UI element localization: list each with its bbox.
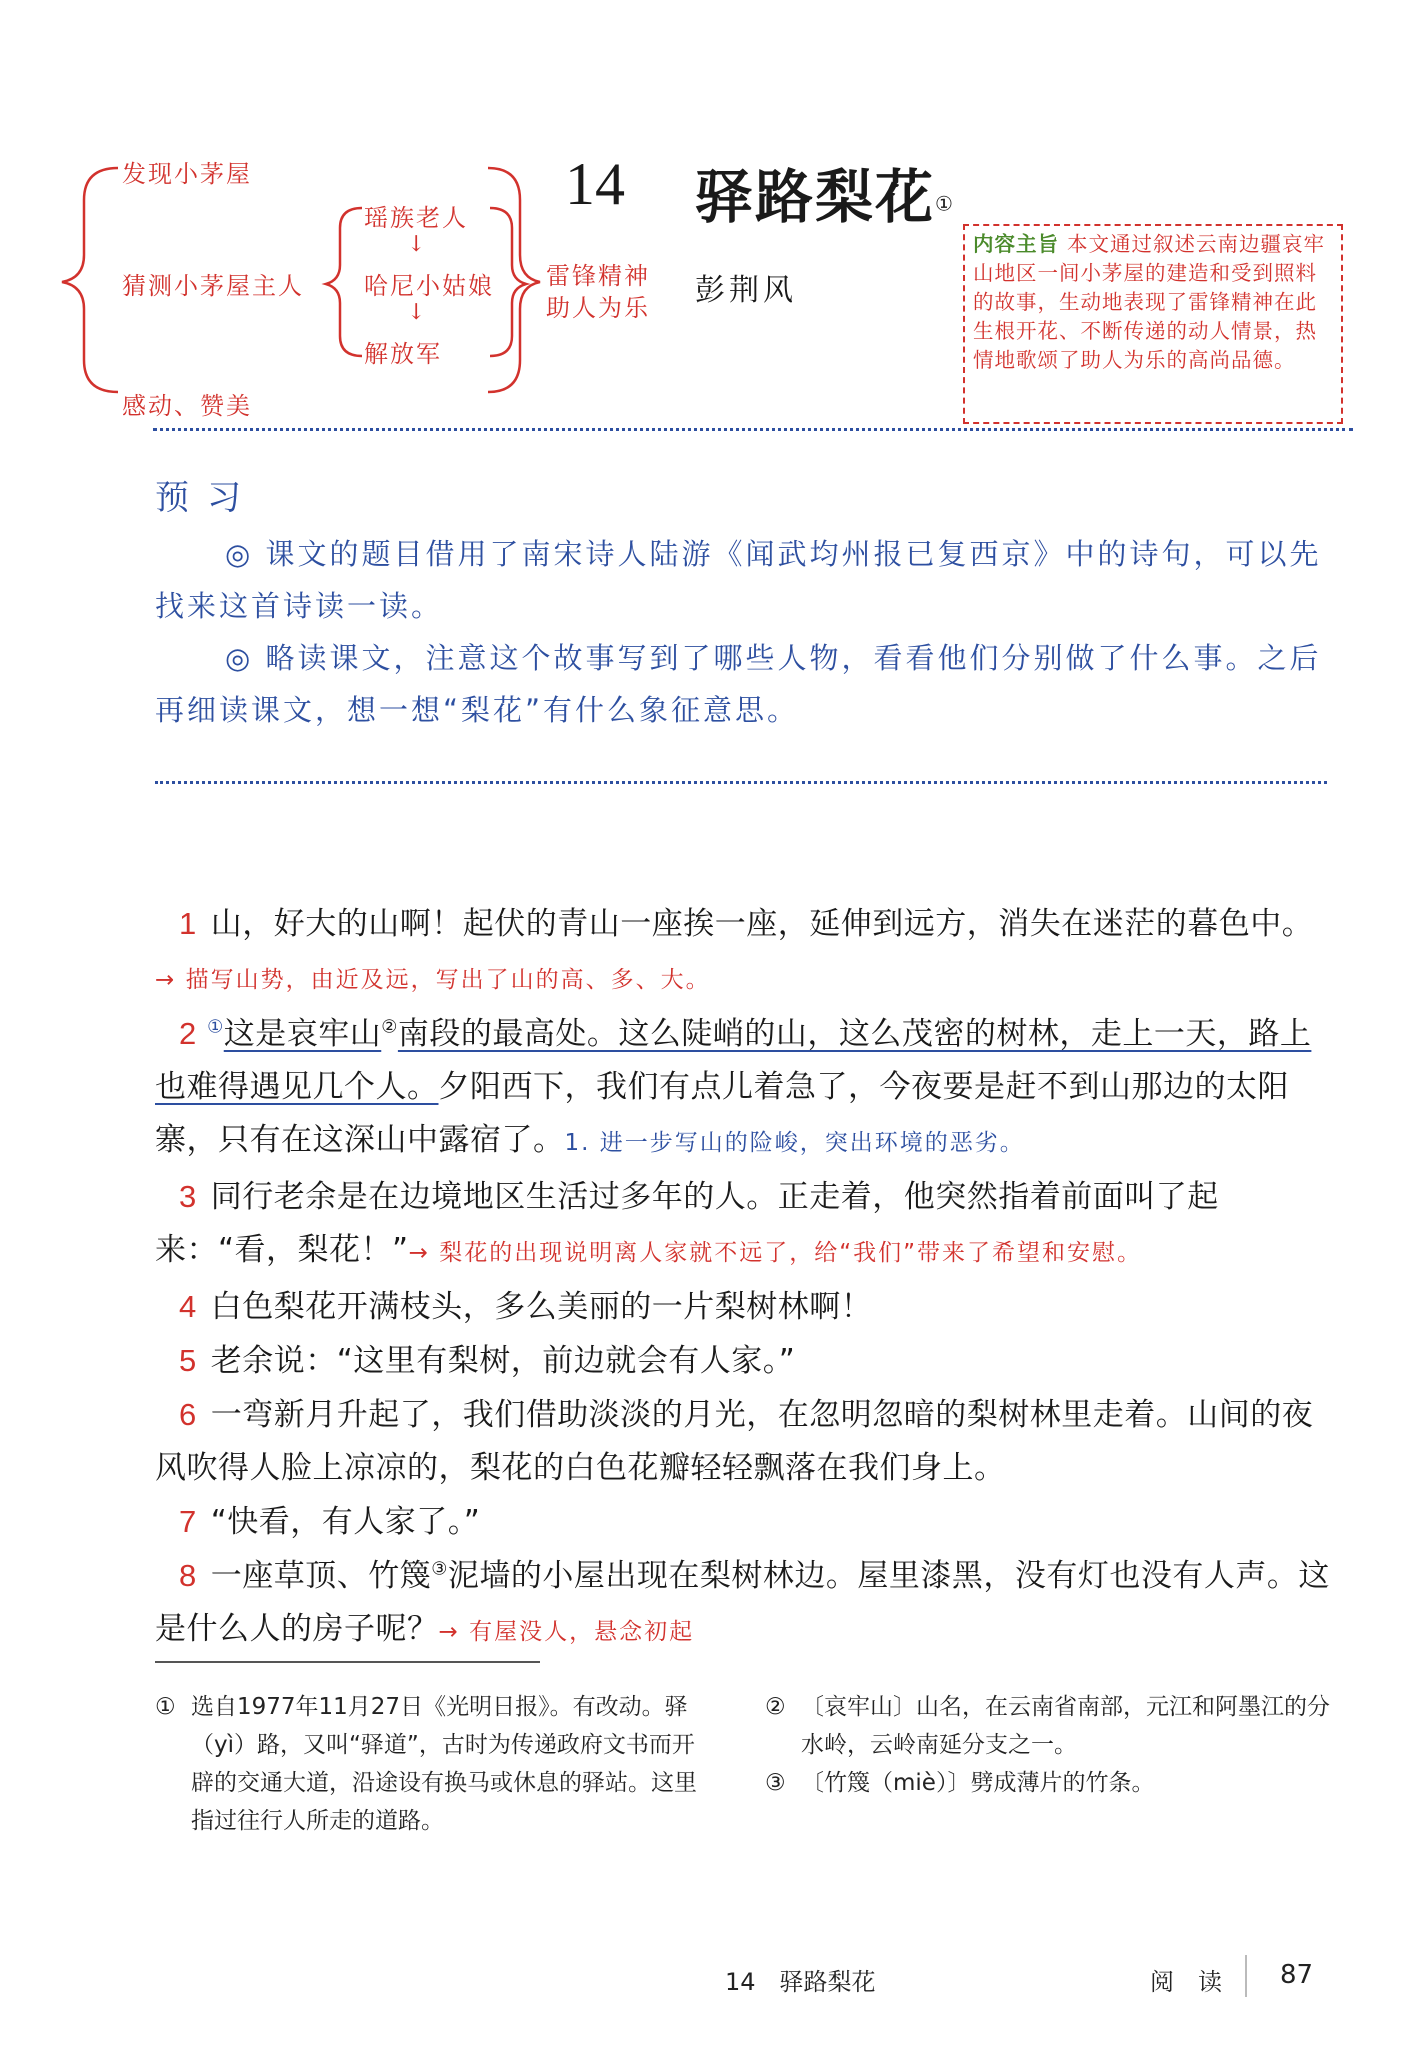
paragraph-number: 5: [179, 1343, 197, 1378]
underlined-text: 这是哀牢山: [223, 1016, 382, 1052]
mindmap-down-arrow-icon: ↓: [407, 300, 426, 325]
lesson-title: [695, 150, 953, 234]
footnote-mark: ②: [765, 1694, 786, 1720]
header-divider: [153, 428, 1353, 431]
theme-box: [963, 224, 1343, 424]
paragraph-5: 5 老余说：“这里有梨树，前边就会有人家。”: [179, 1343, 796, 1379]
paragraph-3: 3 同行老余是在边境地区生活过多年的人。正走着，他突然指着前面叫了起来：“看，梨花！”→ 梨花的出现说明离人家就不远了，给“我们”带来了希望和安慰。: [155, 1179, 1219, 1268]
preview-divider: [155, 781, 1327, 784]
mindmap-chain-3: 解放军: [364, 340, 442, 368]
paragraph-8: 8 一座草顶、竹篾③泥墙的小屋出现在梨树林边。屋里漆黑，没有灯也没有人声。这是什么人的房子呢？→ 有屋没人，悬念初起: [155, 1558, 1330, 1647]
preview-item-2: ◎ 略读课文，注意这个故事写到了哪些人物，看看他们分别做了什么事。之后再细读课文，想一想“梨花”有什么象征意思。: [155, 641, 1322, 727]
mindmap-chain-2: 哈尼小姑娘: [364, 272, 494, 300]
paragraph-4: 4 白色梨花开满枝头，多么美丽的一片梨树林啊！: [179, 1289, 873, 1325]
mindmap-moved: 感动、赞美: [122, 392, 252, 420]
paragraph-number: 2: [179, 1016, 197, 1051]
annotation: → 描写山势，由近及远，写出了山的高、多、大。: [155, 967, 711, 993]
paragraph-7: 7 “快看，有人家了。”: [179, 1504, 481, 1540]
footnote-ref: ②: [381, 1016, 398, 1038]
preview-heading: 预习: [155, 478, 259, 518]
paragraph-number: 4: [179, 1289, 197, 1324]
preview-item-1: ◎ 课文的题目借用了南宋诗人陆游《闻武均州报已复西京》中的诗句，可以先找来这首诗读一读。: [155, 537, 1322, 623]
footnote-mark: ①: [155, 1694, 176, 1720]
annotation: → 有屋没人，悬念初起: [438, 1619, 695, 1645]
underlined-text: 南段的最高处。这么陡峭的山，这么茂密的树林，走上一天，路上也难得遇见几个人。: [155, 1016, 1312, 1105]
paragraph-number: 7: [179, 1504, 197, 1539]
footer-divider: [1245, 1955, 1247, 1997]
theme-text: 本文通过叙述云南边疆哀牢山地区一间小茅屋的建造和受到照料的故事，生动地表现了雷锋精神在此生根开花、不断传递的动人情景，热情地歌颂了助人为乐的高尚品德。: [973, 232, 1325, 372]
footnote-3: [765, 1764, 1335, 1802]
paragraph-number: 1: [179, 906, 197, 941]
paragraph-number: 3: [179, 1179, 197, 1214]
mindmap-spirit-2: 助人为乐: [546, 294, 650, 322]
footnote-2: [765, 1688, 1335, 1764]
mindmap-spirit-1: 雷锋精神: [546, 262, 650, 290]
footnote-ref: ③: [431, 1558, 448, 1580]
page-number: 87: [1280, 1960, 1314, 1990]
lesson-body: [155, 897, 1330, 1659]
paragraph-1: 1 山，好大的山啊！起伏的青山一座挨一座，延伸到远方，消失在迷茫的暮色中。→ 描写山势，由近及远，写出了山的高、多、大。: [155, 906, 1314, 993]
footnote-1: [155, 1688, 710, 1840]
paragraph-number: 6: [179, 1397, 197, 1432]
paragraph-2: 2 ①这是哀牢山②南段的最高处。这么陡峭的山，这么茂密的树林，走上一天，路上也难得遇见几个人。夕阳西下，我们有点儿着急了，今夜要是赶不到山那边的太阳寨，只有在这深山中露宿了。1. 进一步写山的险峻，突出环境的恶劣。: [155, 1016, 1312, 1158]
footer-lesson-label: 14 驿路梨花: [725, 1968, 876, 1996]
theme-label: 内容主旨: [973, 232, 1059, 256]
annotation: 1. 进一步写山的险峻，突出环境的恶劣。: [564, 1130, 1025, 1156]
mindmap-chain-1: 瑶族老人: [364, 204, 468, 232]
mindmap-down-arrow-icon: ↓: [407, 232, 426, 257]
title-footnote-marker: ①: [935, 191, 953, 216]
footnote-text: 选自1977年11月27日《光明日报》。有改动。驿（yì）路，又叫“驿道”，古时为传递政府文书而开辟的交通大道，沿途设有换马或休息的驿站。这里指过往行人所走的道路。: [191, 1694, 697, 1834]
lesson-title-text: 驿路梨花: [695, 163, 936, 231]
annotation-marker: ①: [207, 1016, 224, 1038]
footer-section: 阅 读: [1150, 1968, 1222, 1996]
paragraph-6: 6 一弯新月升起了，我们借助淡淡的月光，在忽明忽暗的梨树林里走着。山间的夜风吹得人脸上凉凉的，梨花的白色花瓣轻轻飘落在我们身上。: [155, 1397, 1314, 1486]
author: 彭荆风: [695, 273, 797, 308]
mindmap-guess: 猜测小茅屋主人: [122, 272, 304, 300]
footnote-mark: ③: [765, 1770, 786, 1796]
footnote-text: 〔竹篾（miè）〕劈成薄片的竹条。: [801, 1770, 1155, 1796]
annotation: → 梨花的出现说明离人家就不远了，给“我们”带来了希望和安慰。: [408, 1240, 1143, 1266]
lesson-number: 14: [565, 151, 625, 217]
mindmap-discover: 发现小茅屋: [122, 160, 252, 188]
footnote-rule: [155, 1661, 540, 1663]
footnote-text: 〔哀牢山〕山名，在云南省南部，元江和阿墨江的分水岭，云岭南延分支之一。: [801, 1694, 1330, 1758]
paragraph-number: 8: [179, 1558, 197, 1593]
